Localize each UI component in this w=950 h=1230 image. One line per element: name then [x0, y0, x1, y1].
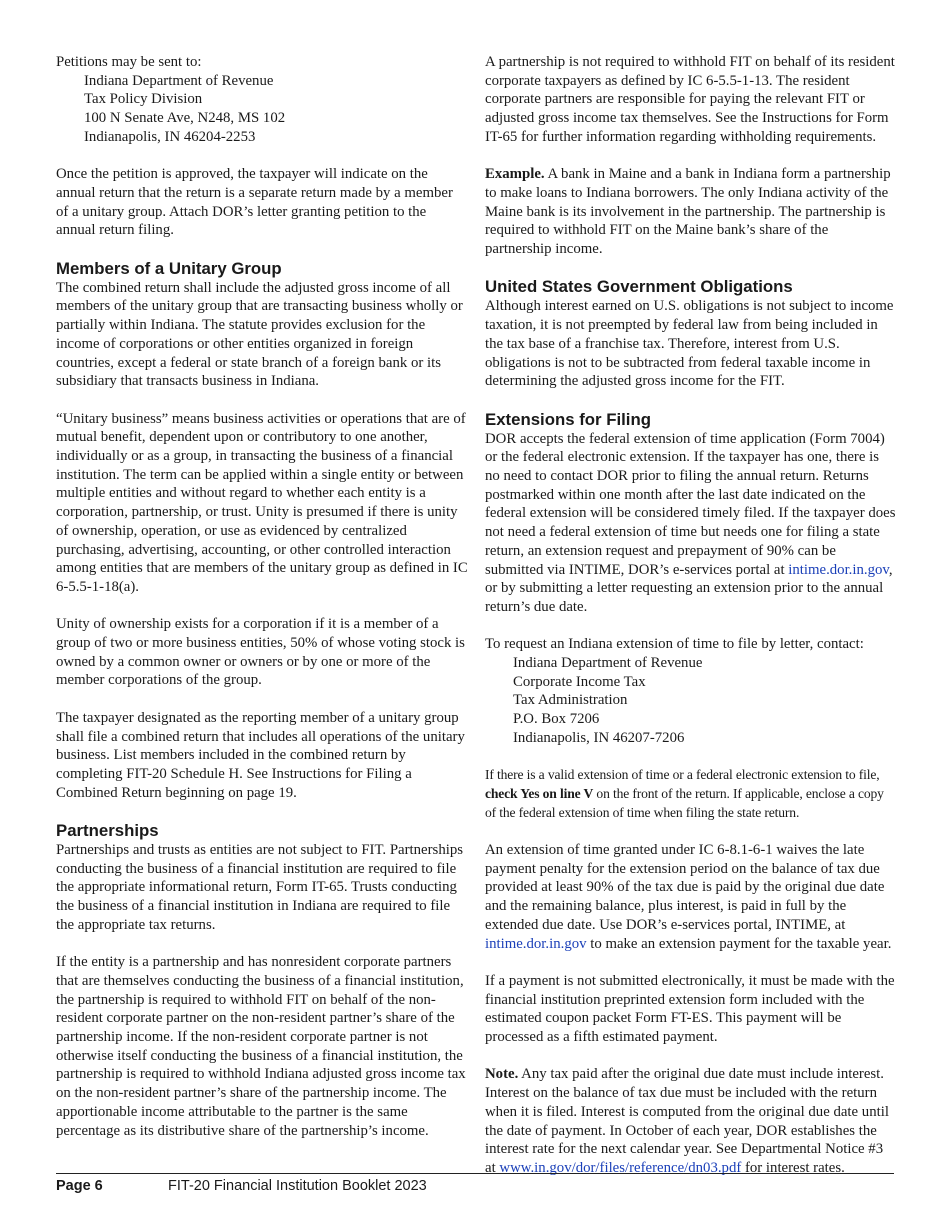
extension-address [485, 654, 897, 748]
section-heading-unitary: Members of a Unitary Group [56, 258, 282, 278]
paragraph: The taxpayer designated as the reporting member of a unitary group shall file a combined return that includes all operations of the unitary business. List members included in the combined return by completing FIT-20 Schedule H. See Instructions for Filing a Combined Return beginning on page 19. [56, 709, 465, 801]
text-segment: If there is a valid extension of time or a federal electronic extension to file, [485, 767, 880, 783]
example-label: Example. [485, 166, 545, 183]
text-segment: for interest rates. [741, 1159, 845, 1176]
booklet-title: FIT-20 Financial Institution Booklet 2023 [168, 1178, 427, 1194]
address-line: Indiana Department of Revenue [84, 72, 274, 89]
right-column [485, 53, 897, 1196]
paragraph: The combined return shall include the adjusted gross income of all members of the unitary group that are transacting business wholly or partially within Indiana. The statute provides exclusion for the income of corporations or other entities organized in foreign countries, except a federal or state branch of a foreign bank or its subsidiary that transacts business in Indiana. [56, 279, 463, 390]
paragraph: If the entity is a partnership and has nonresident corporate partners that are themselves conducting the business of a financial institution, the partnership is required to withhold FIT on behalf of the non-resident corporate partner on the non-resident partner’s share of the partnership income. If the non-resident corporate partner is not otherwise itself conducting the business of a financial institution, the partnership is required to withhold Indiana adjusted gross income tax on the non-resident partner’s share of the partnership income. The apportionable income attributable to the partner is the same percentage as its distributive share of the partnership’s income. [56, 954, 466, 1139]
example-paragraph [485, 165, 897, 259]
text-segment: DOR accepts the federal extension of time application (Form 7004) or the federal electronic extension. If the taxpayer has one, there is no need to contact DOR prior to filing the annual return. Returns postmarked within one month after the last date indicated on the federal extension will be considered timely filed. If the taxpayer does not need a federal extension of time but needs one for filing a state return, an extension request and prepayment of 90% can be submitted via INTIME, DOR’s e-services portal at [485, 430, 896, 578]
paragraph: Once the petition is approved, the taxpayer will indicate on the annual return that the return is a separate return made by a member of a unitary group. Attach DOR’s letter granting petition to the annual return filing. [56, 166, 453, 239]
paragraph [485, 766, 897, 822]
text-segment: An extension of time granted under IC 6-8.1-6-1 waives the late payment penalty for the extension period on the balance of tax due provided at least 90% of the tax due is paid by the original due date and the remaining balance, plus interest, is paid in full by the extended due date. Use DOR’s e-services portal, INTIME, at [485, 842, 885, 933]
petition-address [56, 72, 468, 147]
text-segment: , or by submitting a letter requesting an extension prior to the annual return’s due date. [485, 561, 893, 615]
address-line: Indiana Department of Revenue [513, 655, 703, 672]
petitions-intro: Petitions may be sent to: [56, 54, 202, 70]
bold-instruction: check Yes on line V [485, 785, 594, 801]
paragraph: “Unitary business” means business activities or operations that are of mutual benefit, dependent upon or contributory to one another, individually or as a group, in transacting the business of a financial institution. The term can be applied within a single entity or between multiple entities and without regard to whether each entity is a corporation, partnership, or trust. Unity is presumed if there is unity of ownership, operation, or use as evidenced by centralized purchasing, advertising, accounting, or other controlled interaction among entities that are members of the unitary group as defined in IC 6-5.5-1-18(a). [56, 410, 468, 595]
section-heading-partnerships: Partnerships [56, 821, 159, 841]
section-heading-us-obligations: United States Government Obligations [485, 277, 793, 297]
note-paragraph [485, 1065, 897, 1177]
address-line: Corporate Income Tax [513, 673, 646, 690]
address-line: 100 N Senate Ave, N248, MS 102 [84, 110, 286, 127]
paragraph: A partnership is not required to withhold FIT on behalf of its resident corporate taxpayers as defined by IC 6-5.5-1-13. The resident corporate partners are responsible for paying the relevant FIT or adjusted gross income tax themselves. See the Instructions for Form IT-65 for further information regarding withholding requirements. [485, 54, 895, 145]
address-line: Indianapolis, IN 46207-7206 [513, 729, 685, 746]
paragraph: Although interest earned on U.S. obligations is not subject to income taxation, it is not preempted by federal law from being included in the tax base of a franchise tax. Therefore, interest from U.S. obligations is not to be subtracted from federal taxable income in determining the adjusted gross income for the FIT. [485, 298, 894, 390]
paragraph: Partnerships and trusts as entities are not subject to FIT. Partnerships conducting the business of a financial institution are required to file the appropriate informational return, Form IT-65. Trusts conducting the business of a financial institution in Indiana are required to file the appropriate tax returns. [56, 842, 463, 933]
text-segment: Any tax paid after the original due date must include interest. Interest on the balance of tax due must be included with the return when it is filed. Interest is computed from the original due date until the date of payment. In October of each year, DOR establishes the interest rate for the next calendar year. See Departmental Notice #3 at [485, 1066, 889, 1176]
dn03-link[interactable]: www.in.gov/dor/files/reference/dn03.pdf [499, 1159, 742, 1176]
address-line: Tax Policy Division [84, 91, 203, 108]
address-line: Indianapolis, IN 46204-2253 [84, 128, 256, 145]
petition-block [56, 53, 468, 147]
section-heading-extensions: Extensions for Filing [485, 409, 651, 429]
address-line: P.O. Box 7206 [513, 711, 600, 728]
example-text: A bank in Maine and a bank in Indiana form a partnership to make loans to Indiana borrowers. The only Indiana activity of the Maine bank is its involvement in the partnership. The partnership is required to withhold FIT on the Maine bank’s share of the partnership income. [485, 166, 891, 258]
intime-link[interactable]: intime.dor.in.gov [485, 935, 587, 952]
page-number: Page 6 [56, 1178, 103, 1194]
paragraph [485, 430, 897, 617]
note-label: Note. [485, 1066, 519, 1083]
text-segment: on the front of the return. If applicable, enclose a copy of the federal extension of time when filing the state return. [485, 785, 884, 820]
letter-intro: To request an Indiana extension of time to file by letter, contact: [485, 636, 864, 653]
intime-link[interactable]: intime.dor.in.gov [788, 561, 889, 578]
page-footer [56, 1173, 894, 1194]
left-column [56, 53, 468, 1159]
letter-request-block [485, 635, 897, 747]
paragraph [485, 841, 897, 953]
text-segment: to make an extension payment for the taxable year. [586, 935, 892, 952]
paragraph: Unity of ownership exists for a corporation if it is a member of a group of two or more business entities, 50% of whose voting stock is owned by a common owner or owners or by one or more of the member corporations of the group. [56, 616, 465, 689]
address-line: Tax Administration [513, 692, 628, 709]
paragraph: If a payment is not submitted electronically, it must be made with the financial institution preprinted extension form included with the estimated coupon packet Form FT-ES. This payment will be processed as a fifth estimated payment. [485, 972, 895, 1046]
